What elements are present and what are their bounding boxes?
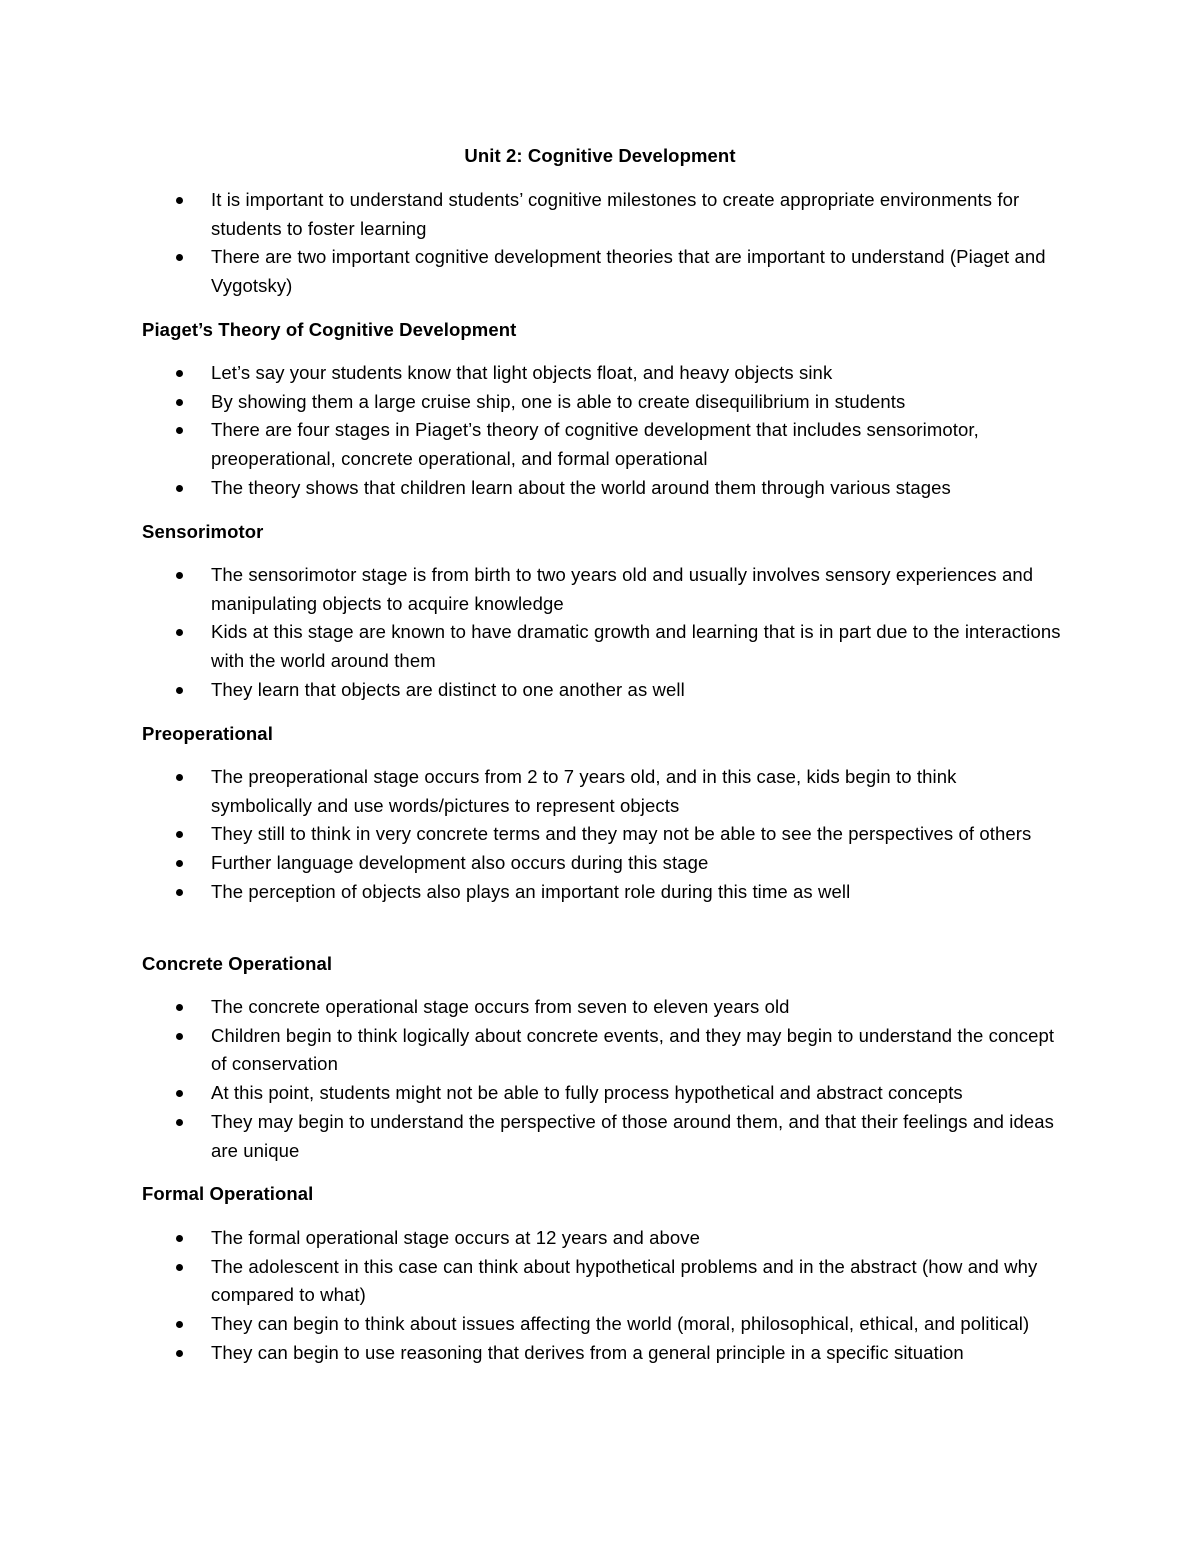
list-item: They still to think in very concrete terms and they may not be able to see the perspectives of others bbox=[0, 820, 1061, 849]
bullet-icon bbox=[176, 399, 183, 406]
bullet-icon bbox=[176, 485, 183, 492]
sensorimotor-list bbox=[0, 561, 1200, 705]
bullet-icon bbox=[176, 197, 183, 204]
bullet-icon bbox=[176, 370, 183, 377]
list-item: Further language development also occurs during this stage bbox=[0, 849, 1061, 878]
bullet-icon bbox=[176, 1321, 183, 1328]
bullet-icon bbox=[176, 1235, 183, 1242]
bullet-icon bbox=[176, 774, 183, 781]
bullet-icon bbox=[176, 889, 183, 896]
bullet-icon bbox=[176, 831, 183, 838]
section-heading-concrete-operational: Concrete Operational bbox=[142, 953, 333, 974]
bullet-icon bbox=[176, 1119, 183, 1126]
list-item: The perception of objects also plays an important role during this time as well bbox=[0, 878, 1061, 907]
bullet-icon bbox=[176, 254, 183, 261]
list-item: The sensorimotor stage is from birth to two years old and usually involves sensory experiences and manipulating objects to acquire knowledge bbox=[0, 561, 1061, 618]
list-item: It is important to understand students’ cognitive milestones to create appropriate environments for students to foster learning bbox=[0, 186, 1061, 243]
intro-list bbox=[0, 186, 1200, 301]
list-item: Children begin to think logically about concrete events, and they may begin to understand the concept of conservation bbox=[0, 1022, 1061, 1079]
list-item: The formal operational stage occurs at 12 years and above bbox=[0, 1224, 1061, 1253]
document-title: Unit 2: Cognitive Development bbox=[464, 145, 736, 166]
section-heading-sensorimotor: Sensorimotor bbox=[142, 521, 264, 542]
bullet-icon bbox=[176, 1090, 183, 1097]
bullet-icon bbox=[176, 687, 183, 694]
bullet-icon bbox=[176, 572, 183, 579]
concrete-operational-list bbox=[0, 993, 1200, 1165]
bullet-icon bbox=[176, 860, 183, 867]
section-heading-piaget-theory: Piaget’s Theory of Cognitive Development bbox=[142, 319, 517, 340]
list-item: They can begin to use reasoning that derives from a general principle in a specific situation bbox=[0, 1339, 1061, 1368]
list-item: Kids at this stage are known to have dramatic growth and learning that is in part due to the interactions with the world around them bbox=[0, 618, 1061, 675]
list-item: The theory shows that children learn about the world around them through various stages bbox=[0, 474, 1061, 503]
bullet-icon bbox=[176, 427, 183, 434]
preoperational-list bbox=[0, 763, 1200, 907]
list-item: There are two important cognitive development theories that are important to understand (Piaget and Vygotsky) bbox=[0, 243, 1061, 300]
list-item: The preoperational stage occurs from 2 to 7 years old, and in this case, kids begin to think symbolically and use words/pictures to represent objects bbox=[0, 763, 1061, 820]
piaget-theory-list bbox=[0, 359, 1200, 503]
section-heading-preoperational: Preoperational bbox=[142, 723, 273, 744]
list-item: At this point, students might not be able to fully process hypothetical and abstract concepts bbox=[0, 1079, 1061, 1108]
list-item: The adolescent in this case can think about hypothetical problems and in the abstract (how and why compared to what) bbox=[0, 1253, 1061, 1310]
list-item: They may begin to understand the perspective of those around them, and that their feelings and ideas are unique bbox=[0, 1108, 1061, 1165]
bullet-icon bbox=[176, 1350, 183, 1357]
list-item: They learn that objects are distinct to one another as well bbox=[0, 676, 1061, 705]
bullet-icon bbox=[176, 1264, 183, 1271]
bullet-icon bbox=[176, 1033, 183, 1040]
bullet-icon bbox=[176, 1004, 183, 1011]
formal-operational-list bbox=[0, 1224, 1200, 1368]
list-item: By showing them a large cruise ship, one is able to create disequilibrium in students bbox=[0, 388, 1061, 417]
list-item: The concrete operational stage occurs from seven to eleven years old bbox=[0, 993, 1061, 1022]
bullet-icon bbox=[176, 629, 183, 636]
list-item: Let’s say your students know that light objects float, and heavy objects sink bbox=[0, 359, 1061, 388]
section-heading-formal-operational: Formal Operational bbox=[142, 1183, 314, 1204]
list-item: They can begin to think about issues affecting the world (moral, philosophical, ethical, and political) bbox=[0, 1310, 1061, 1339]
list-item: There are four stages in Piaget’s theory of cognitive development that includes sensorimotor, preoperational, concrete operational, and formal operational bbox=[0, 416, 1061, 473]
